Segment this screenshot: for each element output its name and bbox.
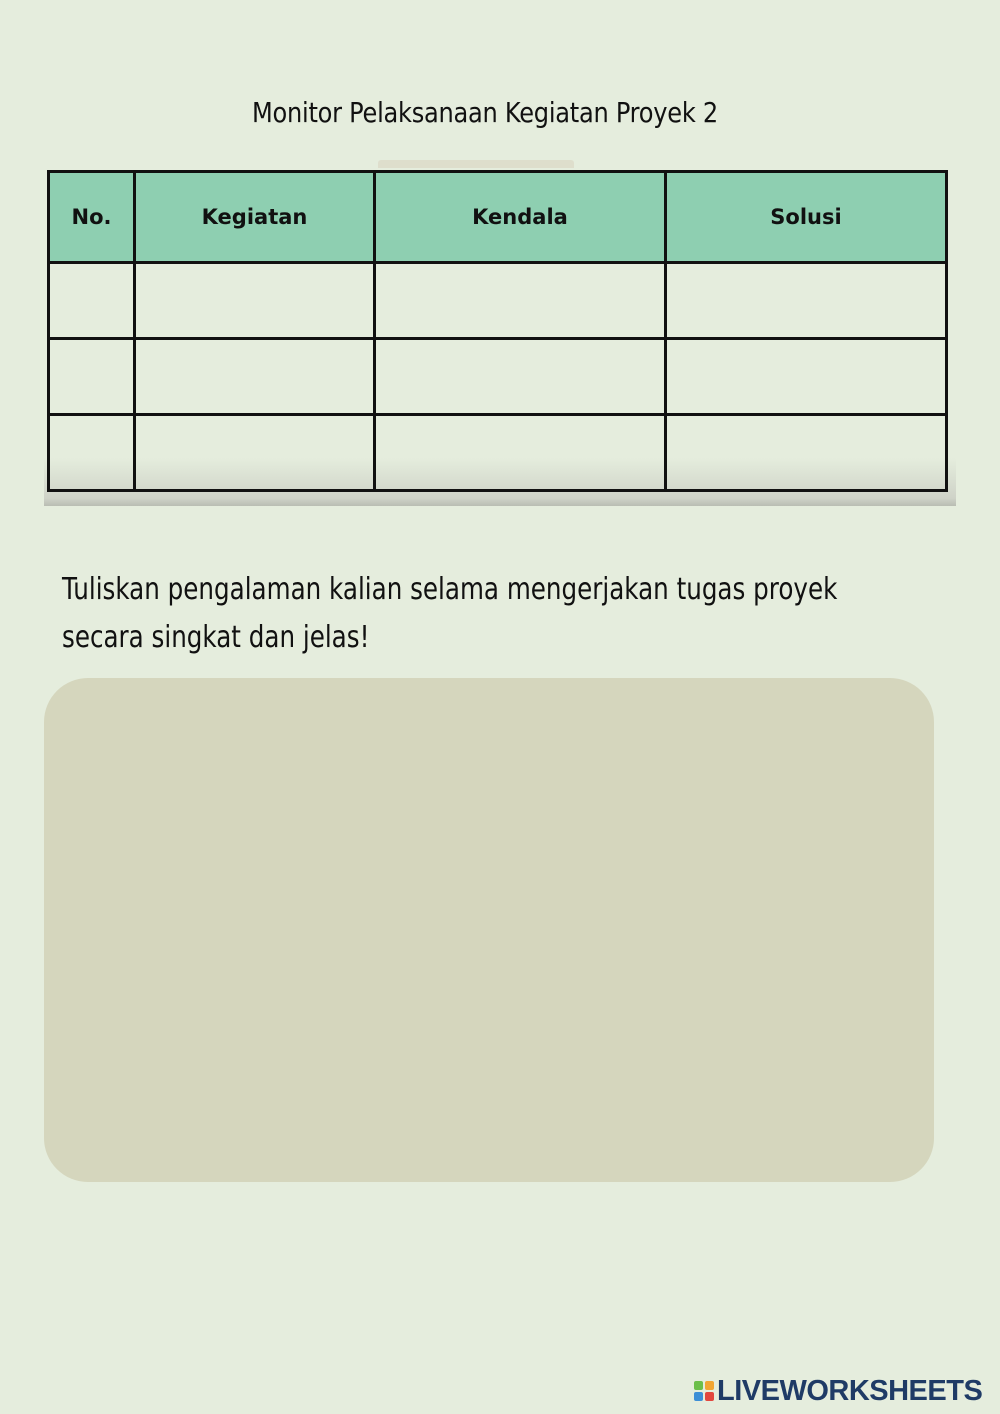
cell-no[interactable] <box>49 415 135 491</box>
cell-no[interactable] <box>49 263 135 339</box>
cell-kendala[interactable] <box>375 263 666 339</box>
liveworksheets-logo-icon <box>694 1381 714 1401</box>
liveworksheets-logo <box>694 1376 982 1406</box>
page-title: Monitor Pelaksanaan Kegiatan Proyek 2 <box>252 96 718 129</box>
logo-square-orange <box>705 1381 714 1390</box>
logo-square-red <box>705 1392 714 1401</box>
cell-no[interactable] <box>49 339 135 415</box>
cell-solusi[interactable] <box>666 415 947 491</box>
table-row <box>49 415 947 491</box>
instruction-line-2: secara singkat dan jelas! <box>62 620 370 655</box>
header-kegiatan: Kegiatan <box>135 172 375 263</box>
cell-kegiatan[interactable] <box>135 263 375 339</box>
logo-text: LIVEWORKSHEETS <box>717 1374 983 1407</box>
header-no: No. <box>49 172 135 263</box>
cell-kegiatan[interactable] <box>135 415 375 491</box>
instruction-text <box>62 566 915 662</box>
table-row <box>49 339 947 415</box>
monitor-table <box>47 170 948 492</box>
instruction-line-1: Tuliskan pengalaman kalian selama mengerjakan tugas proyek <box>62 572 838 607</box>
table-header-row <box>49 172 947 263</box>
header-kendala: Kendala <box>375 172 666 263</box>
monitor-table-container <box>44 168 956 506</box>
cell-solusi[interactable] <box>666 263 947 339</box>
answer-textbox[interactable] <box>44 678 934 1182</box>
cell-kendala[interactable] <box>375 415 666 491</box>
table-row <box>49 263 947 339</box>
cell-kegiatan[interactable] <box>135 339 375 415</box>
logo-square-blue <box>694 1392 703 1401</box>
logo-square-green <box>694 1381 703 1390</box>
cell-solusi[interactable] <box>666 339 947 415</box>
header-solusi: Solusi <box>666 172 947 263</box>
cell-kendala[interactable] <box>375 339 666 415</box>
